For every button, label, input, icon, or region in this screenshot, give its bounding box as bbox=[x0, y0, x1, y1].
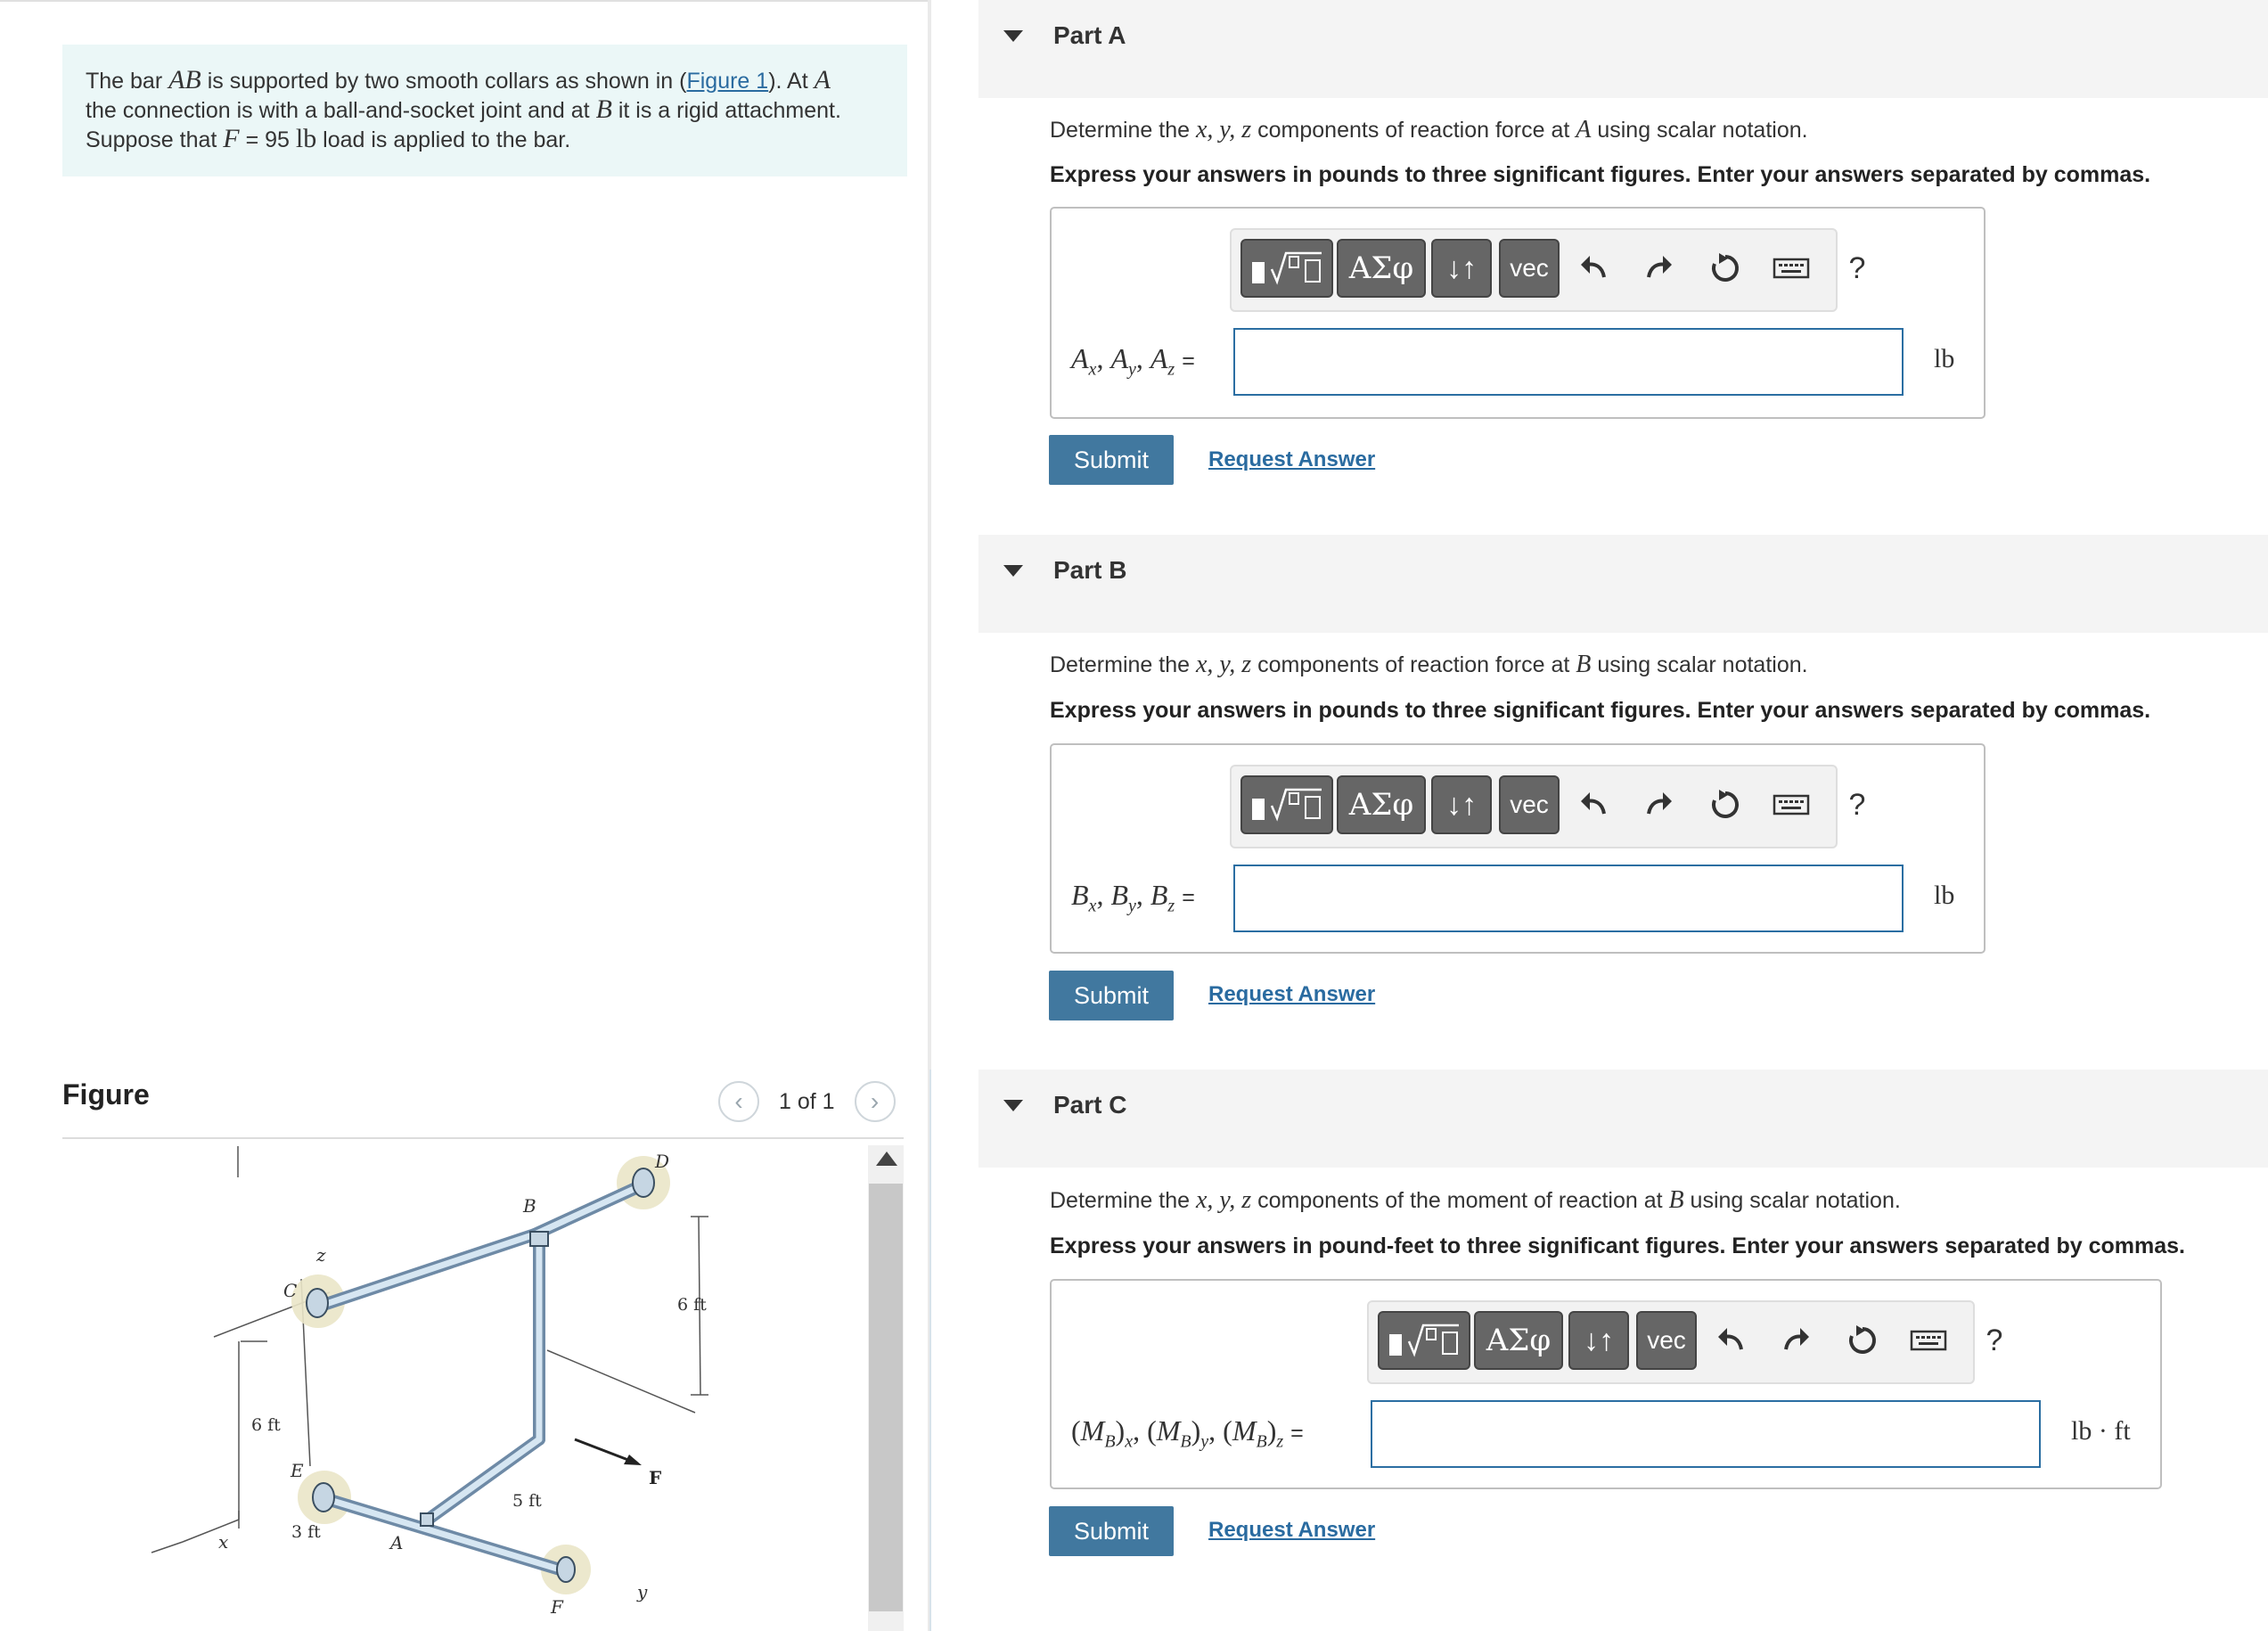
label-z: z bbox=[316, 1244, 326, 1266]
label-d: D bbox=[655, 1151, 670, 1172]
chevron-right-icon[interactable]: › bbox=[855, 1081, 896, 1122]
pager-text: 1 of 1 bbox=[779, 1088, 835, 1114]
reset-icon[interactable] bbox=[1839, 1315, 1886, 1366]
undo-icon[interactable] bbox=[1570, 779, 1617, 831]
help-button[interactable]: ? bbox=[1848, 787, 1866, 822]
part-a-question: Determine the x, y, z components of reaction force at A using scalar notation. bbox=[1050, 116, 1808, 143]
part-a-answer-input[interactable] bbox=[1233, 328, 1904, 396]
part-a-unit: lb bbox=[1934, 344, 1955, 373]
part-b-instruction: Express your answers in pounds to three significant figures. Enter your answers separated by commas. bbox=[1050, 698, 2151, 723]
chevron-left-icon[interactable]: ‹ bbox=[718, 1081, 759, 1122]
math-toolbar bbox=[1367, 1300, 2003, 1384]
part-b-lhs: $B_x$, $B_y$, $B_z$ = bbox=[1071, 879, 1195, 916]
vector-button[interactable]: vec bbox=[1499, 775, 1560, 834]
collapse-caret-icon[interactable] bbox=[1003, 30, 1023, 42]
math-a: A bbox=[814, 65, 831, 94]
problem-text: ). At bbox=[768, 69, 815, 94]
figure-pager bbox=[718, 1080, 896, 1123]
label-6ft-left: 6 ft bbox=[251, 1415, 281, 1435]
keyboard-icon[interactable] bbox=[1768, 779, 1814, 831]
part-b-answer-box bbox=[1050, 743, 1986, 954]
figure-title: Figure bbox=[62, 1078, 150, 1111]
subscript-superscript-button[interactable]: ↓↑ bbox=[1431, 775, 1492, 834]
part-b-question: Determine the x, y, z components of reaction force at B using scalar notation. bbox=[1050, 651, 1808, 678]
greek-symbols-button[interactable]: ΑΣφ bbox=[1337, 239, 1426, 298]
label-b: B bbox=[523, 1195, 536, 1217]
greek-symbols-button[interactable]: ΑΣφ bbox=[1337, 775, 1426, 834]
part-a-label: Part A bbox=[1053, 21, 1126, 49]
unit-lb: lb bbox=[295, 124, 317, 153]
part-b-unit: lb bbox=[1934, 881, 1955, 910]
collapse-caret-icon[interactable] bbox=[1003, 1100, 1023, 1111]
math-b: B bbox=[595, 94, 612, 124]
part-c-label: Part C bbox=[1053, 1091, 1127, 1119]
part-a-answer-box bbox=[1050, 207, 1986, 419]
subscript-superscript-button[interactable]: ↓↑ bbox=[1568, 1311, 1629, 1370]
label-3ft: 3 ft bbox=[291, 1522, 321, 1542]
templates-sqrt-icon[interactable] bbox=[1378, 1311, 1470, 1370]
part-a-instruction: Express your answers in pounds to three significant figures. Enter your answers separated by commas. bbox=[1050, 162, 2151, 187]
problem-text: = 95 bbox=[239, 127, 296, 152]
templates-sqrt-icon[interactable] bbox=[1240, 239, 1333, 298]
label-c: C bbox=[283, 1280, 298, 1301]
part-b-answer-input[interactable] bbox=[1233, 865, 1904, 932]
part-a-request-answer-link[interactable]: Request Answer bbox=[1208, 447, 1376, 471]
part-c-header[interactable] bbox=[978, 1070, 2268, 1168]
part-a-submit-button[interactable]: Submit bbox=[1049, 435, 1174, 485]
keyboard-icon[interactable] bbox=[1768, 242, 1814, 294]
vector-button[interactable]: vec bbox=[1499, 239, 1560, 298]
part-b-request-answer-link[interactable]: Request Answer bbox=[1208, 982, 1376, 1006]
vector-button[interactable]: vec bbox=[1636, 1311, 1697, 1370]
problem-text: The bar bbox=[86, 69, 169, 94]
templates-sqrt-icon[interactable] bbox=[1240, 775, 1333, 834]
problem-text: Suppose that bbox=[86, 127, 224, 152]
figure-link[interactable]: Figure 1 bbox=[686, 69, 769, 94]
problem-text: it is a rigid attachment. bbox=[611, 98, 841, 123]
math-f: F bbox=[223, 124, 240, 153]
column-divider-accent bbox=[929, 1070, 931, 1631]
figure-scrollbar-thumb[interactable] bbox=[869, 1184, 903, 1611]
problem-text: load is applied to the bar. bbox=[316, 127, 571, 152]
label-f-force: F bbox=[649, 1467, 662, 1488]
problem-text: the connection is with a ball-and-socket joint and at bbox=[86, 98, 596, 123]
scroll-up-icon[interactable] bbox=[876, 1152, 897, 1166]
undo-icon[interactable] bbox=[1570, 242, 1617, 294]
math-ab: AB bbox=[168, 65, 201, 94]
part-c-question: Determine the x, y, z components of the moment of reaction at B using scalar notation. bbox=[1050, 1186, 1901, 1214]
redo-icon[interactable] bbox=[1636, 779, 1683, 831]
math-toolbar bbox=[1230, 765, 1866, 848]
label-6ft-right: 6 ft bbox=[677, 1295, 707, 1315]
part-c-request-answer-link[interactable]: Request Answer bbox=[1208, 1518, 1376, 1542]
part-c-unit: lb · ft bbox=[2071, 1416, 2131, 1446]
part-c-submit-button[interactable]: Submit bbox=[1049, 1506, 1174, 1556]
label-5ft: 5 ft bbox=[512, 1491, 542, 1511]
problem-statement bbox=[62, 45, 907, 176]
math-toolbar bbox=[1230, 228, 1866, 312]
part-a-lhs: $A_x$, $A_y$, $A_z$ = bbox=[1071, 342, 1195, 380]
label-e: E bbox=[291, 1460, 304, 1481]
redo-icon[interactable] bbox=[1773, 1315, 1820, 1366]
part-c-instruction: Express your answers in pound-feet to three significant figures. Enter your answers separated by commas. bbox=[1050, 1233, 2185, 1258]
reset-icon[interactable] bbox=[1702, 242, 1748, 294]
label-a: A bbox=[390, 1532, 404, 1553]
greek-symbols-button[interactable]: ΑΣφ bbox=[1474, 1311, 1563, 1370]
figure-divider bbox=[62, 1137, 904, 1139]
part-b-label: Part B bbox=[1053, 556, 1127, 584]
part-b-submit-button[interactable]: Submit bbox=[1049, 971, 1174, 1020]
part-c-answer-input[interactable] bbox=[1371, 1400, 2041, 1468]
reset-icon[interactable] bbox=[1702, 779, 1748, 831]
label-y: y bbox=[637, 1581, 648, 1602]
part-c-answer-box bbox=[1050, 1279, 2162, 1489]
top-border bbox=[0, 0, 931, 2]
statics-figure bbox=[62, 1145, 864, 1631]
label-x: x bbox=[218, 1531, 229, 1553]
redo-icon[interactable] bbox=[1636, 242, 1683, 294]
part-c-lhs: $(M_B)_x$, $(M_B)_y$, $(M_B)_z$ = bbox=[1071, 1414, 1304, 1452]
undo-icon[interactable] bbox=[1707, 1315, 1754, 1366]
part-a-header[interactable] bbox=[978, 0, 2268, 98]
problem-text: is supported by two smooth collars as shown in ( bbox=[201, 69, 687, 94]
help-button[interactable]: ? bbox=[1986, 1323, 2003, 1357]
subscript-superscript-button[interactable]: ↓↑ bbox=[1431, 239, 1492, 298]
part-b-header[interactable] bbox=[978, 535, 2268, 633]
keyboard-icon[interactable] bbox=[1905, 1315, 1952, 1366]
label-f-bottom: F bbox=[551, 1596, 563, 1618]
help-button[interactable]: ? bbox=[1848, 250, 1866, 285]
collapse-caret-icon[interactable] bbox=[1003, 565, 1023, 577]
